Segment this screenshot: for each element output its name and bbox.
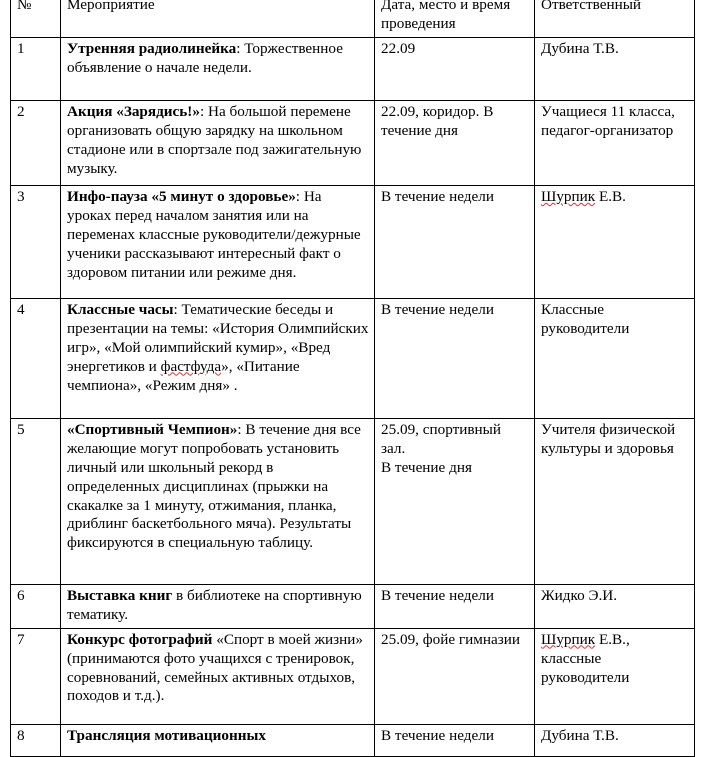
event-title: Акция «Зарядись!» xyxy=(67,102,200,120)
responsible-rest: Е.В., классные руководители xyxy=(541,630,630,686)
events-plan-table xyxy=(10,0,695,757)
cell-date: В течение недели xyxy=(375,185,535,298)
responsible-rest: Е.В. xyxy=(595,187,626,205)
cell-number: 4 xyxy=(11,298,61,418)
table-row xyxy=(11,185,695,298)
table-row xyxy=(11,418,695,584)
event-title: Утренняя радиолинейка xyxy=(67,39,237,57)
cell-event xyxy=(61,298,375,418)
cell-number: 2 xyxy=(11,100,61,185)
cell-date: В течение недели xyxy=(375,724,535,756)
cell-responsible: Учителя физической культуры и здоровья xyxy=(535,418,695,584)
event-description: «Спорт в моей жизни» (принимаются фото учащихся с тренировок, соревнований, семейных активных отдыхов, походов и т.д.). xyxy=(67,630,363,705)
cell-event xyxy=(61,628,375,724)
table-header-row xyxy=(11,0,695,37)
column-header-number: № xyxy=(11,0,61,37)
cell-number: 7 xyxy=(11,628,61,724)
cell-date: 22.09, коридор. В течение дня xyxy=(375,100,535,185)
event-title: Выставка книг xyxy=(67,586,173,604)
cell-event xyxy=(61,185,375,298)
table-row xyxy=(11,584,695,628)
event-title: Трансляция мотивационных xyxy=(67,726,266,744)
table-row xyxy=(11,37,695,100)
cell-responsible xyxy=(535,628,695,724)
cell-number: 3 xyxy=(11,185,61,298)
event-description-tail: », «Питание чемпиона», «Режим дня» . xyxy=(67,357,300,394)
event-title: Инфо-пауза «5 минут о здоровье» xyxy=(67,187,296,205)
table-header xyxy=(11,0,695,37)
column-header-date: Дата, место и время проведения xyxy=(375,0,535,37)
date-line-2: В течение дня xyxy=(381,458,472,476)
cell-number: 6 xyxy=(11,584,61,628)
cell-responsible: Дубина Т.В. xyxy=(535,37,695,100)
cell-responsible: Классные руководители xyxy=(535,298,695,418)
event-description: : Торжественное объявление о начале недели. xyxy=(67,39,343,76)
cell-responsible xyxy=(535,185,695,298)
event-description: : Тематические беседы и презентации на темы: «История Олимпийских игр», «Мой олимпийский кумир», «Вред энергетиков и xyxy=(67,300,369,375)
cell-responsible: Дубина Т.В. xyxy=(535,724,695,756)
cell-number: 5 xyxy=(11,418,61,584)
cell-responsible: Учащиеся 11 класса, педагог-организатор xyxy=(535,100,695,185)
date-line-1: 25.09, спортивный зал. xyxy=(381,420,502,457)
event-title: «Спортивный Чемпион» xyxy=(67,420,238,438)
cell-event xyxy=(61,418,375,584)
table-row xyxy=(11,298,695,418)
cell-date: 25.09, фойе гимназии xyxy=(375,628,535,724)
event-title: Конкурс фотографий xyxy=(67,630,213,648)
event-description: в библиотеке на спортивную тематику. xyxy=(67,586,362,623)
spellcheck-word: Шурпик xyxy=(541,187,596,205)
cell-event xyxy=(61,100,375,185)
cell-date xyxy=(375,418,535,584)
table-row xyxy=(11,724,695,756)
event-description: : На большой перемене организовать общую зарядку на школьном стадионе или в спортзале под зажигательную музыку. xyxy=(67,102,362,177)
cell-date: В течение недели xyxy=(375,584,535,628)
event-description: : В течение дня все желающие могут попробовать установить личный или школьный рекорд в определенных дисциплинах (прыжки на скакалке за 1 минуту, отжимания, планка, дриблинг баскетбольного мяча). Результаты фиксируются в специальную таблицу. xyxy=(67,420,361,552)
cell-event xyxy=(61,584,375,628)
event-description: : На уроках перед началом занятия или на переменах классные руководители/дежурные ученики рассказывают интересный факт о здоровом питании или режиме дня. xyxy=(67,187,361,281)
cell-event xyxy=(61,37,375,100)
table-row xyxy=(11,100,695,185)
cell-date: 22.09 xyxy=(375,37,535,100)
event-title: Классные часы xyxy=(67,300,174,318)
cell-date: В течение недели xyxy=(375,298,535,418)
cell-number: 8 xyxy=(11,724,61,756)
table-row xyxy=(11,628,695,724)
column-header-event: Мероприятие xyxy=(61,0,375,37)
cell-number: 1 xyxy=(11,37,61,100)
column-header-responsible: Ответственный xyxy=(535,0,695,37)
table-body xyxy=(11,37,695,756)
cell-event xyxy=(61,724,375,756)
spellcheck-word: фастфуда xyxy=(160,357,222,375)
cell-responsible: Жидко Э.И. xyxy=(535,584,695,628)
spellcheck-word: Шурпик xyxy=(541,630,596,648)
